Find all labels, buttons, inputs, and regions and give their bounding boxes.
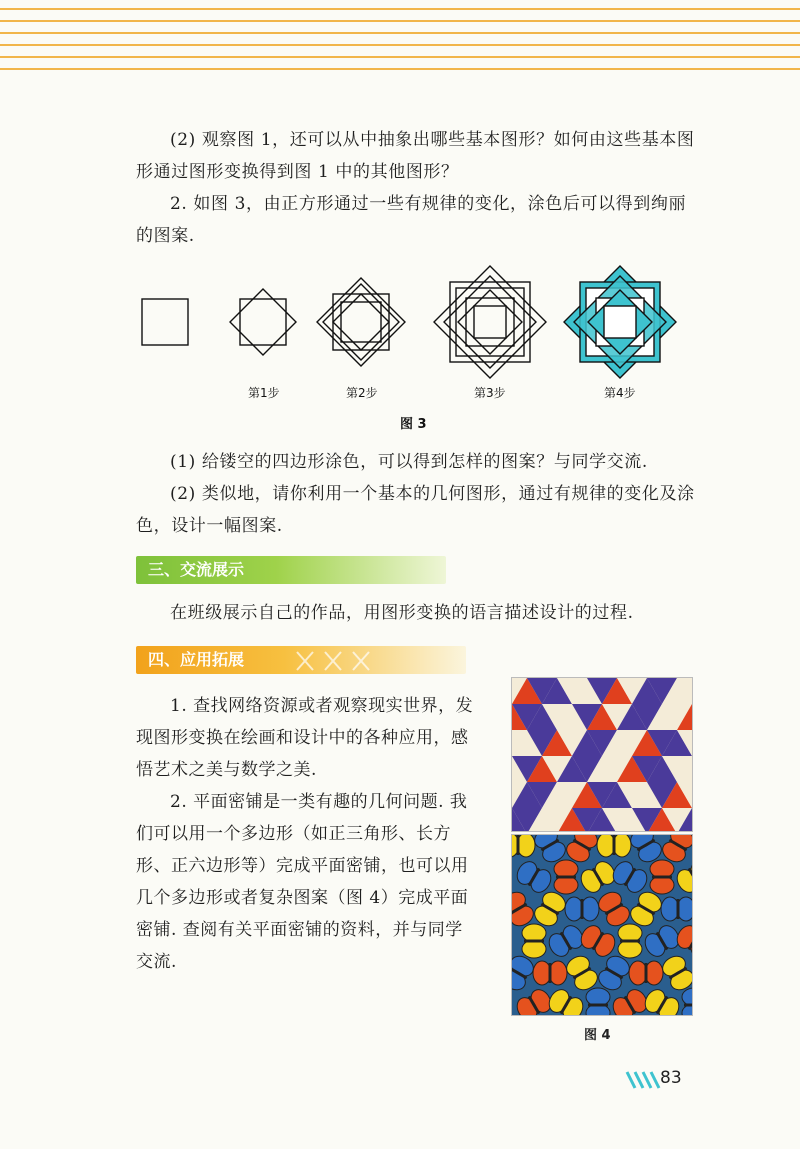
question-2: (2) 类似地，请你利用一个基本的几何图形，通过有规律的变化及涂色，设计一幅图案.	[136, 484, 695, 536]
section-4-heading: 四、应用拓展	[136, 646, 466, 674]
section-3-text: 在班级展示自己的作品，用图形变换的语言描述设计的过程.	[170, 603, 634, 623]
butterfly-motif	[618, 924, 642, 958]
paragraph-observe: (2) 观察图 1，还可以从中抽象出哪些基本图形？如何由这些基本图形通过图形变换得到图 1 中的其他图形？	[136, 130, 695, 182]
header-decoration	[0, 0, 800, 80]
application-item-1: 1. 查找网络资源或者观察现实世界，发现图形变换在绘画和设计中的各种应用，感悟艺术之美与数学之美.	[136, 696, 474, 780]
figure-3	[120, 262, 700, 442]
fig3-square	[142, 299, 188, 345]
paragraph-figure3-intro: 2. 如图 3，由正方形通过一些有规律的变化，涂色后可以得到绚丽的图案.	[136, 194, 687, 246]
butterfly-motif	[661, 897, 693, 921]
fig3-step3-shape	[434, 266, 546, 378]
butterfly-motif	[586, 988, 610, 1016]
tessellation-triangle	[692, 730, 693, 756]
butterfly-motif	[629, 961, 663, 985]
tessellation-triangle	[692, 678, 693, 704]
fig3-step2-shape	[317, 278, 405, 366]
tessellation-triangle	[692, 756, 693, 782]
butterfly-motif	[554, 860, 578, 894]
figure-3-caption: 图 3	[400, 417, 427, 432]
butterfly-motif	[565, 897, 599, 921]
butterfly-motif	[597, 834, 631, 857]
tessellation-image-butterflies	[511, 834, 693, 1016]
fig3-label-step2: 第2步	[346, 386, 378, 400]
tessellation-image-geometric	[511, 677, 693, 832]
page-number: 83	[660, 1068, 682, 1088]
page-number-decoration	[625, 1070, 661, 1090]
fig3-label-step4: 第4步	[604, 386, 636, 400]
tessellation-triangle	[692, 808, 693, 832]
butterfly-motif	[533, 961, 567, 985]
figure-4-caption: 图 4	[584, 1028, 611, 1043]
butterfly-motif	[511, 834, 535, 857]
application-item-2: 2. 平面密铺是一类有趣的几何问题. 我们可以用一个多边形（如正三角形、长方形、正六边形等）完成平面密铺，也可以用几个多边形或者复杂图案（图 4）完成平面密铺. 查阅有关平面密铺的资料，并与同学交流.	[136, 792, 469, 972]
fig3-label-step1: 第1步	[248, 386, 280, 400]
butterfly-motif	[522, 924, 546, 958]
snowflake-decoration	[285, 648, 375, 674]
fig3-label-step3: 第3步	[474, 386, 506, 400]
tessellation-triangle	[692, 704, 693, 730]
butterfly-motif	[682, 988, 693, 1016]
fig3-step4-shape	[564, 266, 676, 378]
butterfly-motif	[650, 860, 674, 894]
tessellation-triangle	[692, 782, 693, 808]
fig3-step1-shape	[230, 289, 296, 355]
section-3-heading: 三、交流展示	[136, 556, 446, 584]
question-1: (1) 给镂空的四边形涂色，可以得到怎样的图案？与同学交流.	[170, 452, 648, 472]
